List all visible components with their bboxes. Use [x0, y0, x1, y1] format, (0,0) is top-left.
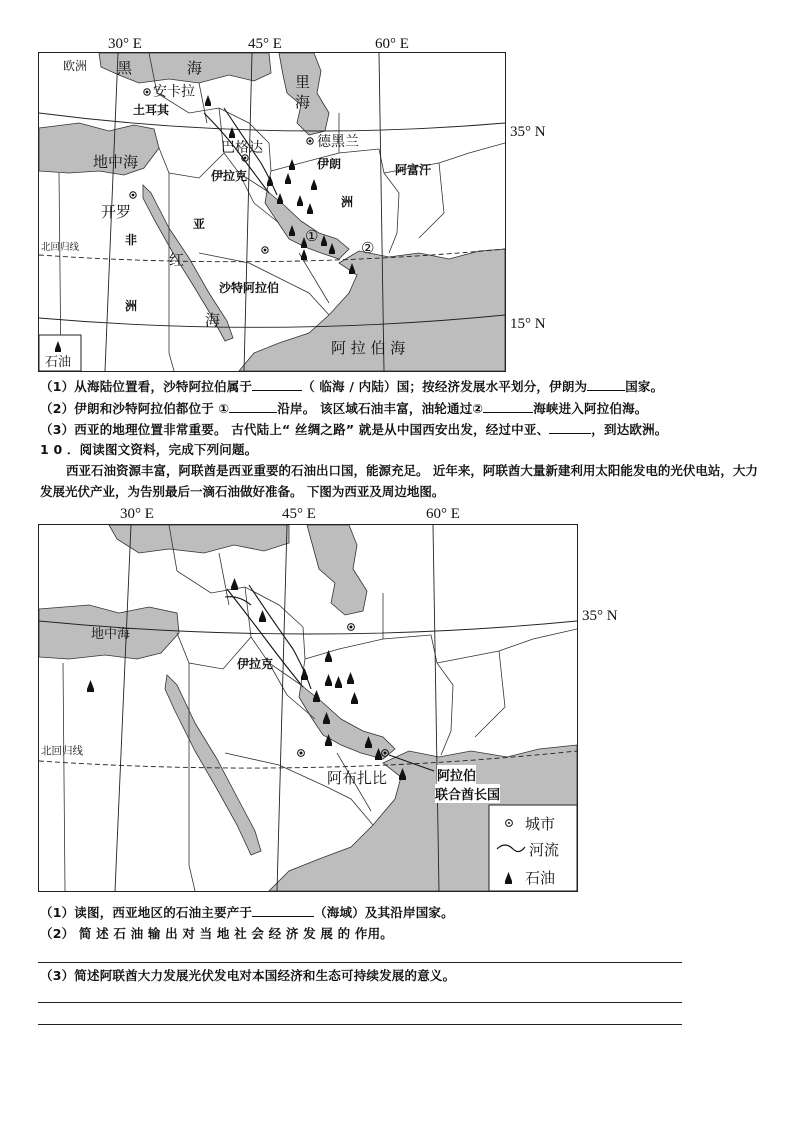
map2-tropic: 北回归线 [41, 745, 83, 757]
q-b3-answer-line-2[interactable] [38, 1024, 682, 1025]
map2-iraq: 伊拉克 [237, 657, 274, 671]
q-a2-part3: 海峡进入阿拉伯海。 [533, 401, 648, 416]
q-b1-part1: （1）读图，西亚地区的石油主要产于 [40, 905, 253, 920]
map1-baghdad: 巴格达 [221, 140, 263, 156]
map1-turkey: 土耳其 [133, 103, 170, 117]
map2-black-sea [109, 525, 289, 553]
q-a2-blank2[interactable] [483, 400, 533, 413]
map2-uae-2: 联合酋长国 [435, 784, 500, 803]
q-a1-part3: 国家。 [625, 379, 664, 394]
map1-caspian-2: 海 [295, 93, 311, 111]
map2-lat-35: 35° N [582, 608, 618, 624]
map2-red-sea [165, 675, 261, 855]
q-b2: （2） 简 述 石 油 输 出 对 当 地 社 会 经 济 发 展 的 作用。 [40, 926, 393, 941]
map1-iraq: 伊拉克 [211, 169, 248, 183]
map1-asia: 洲 [341, 195, 354, 209]
map1-tropic: 北回归线 [41, 242, 80, 253]
oil-symbols [205, 95, 355, 274]
map1-lon-60: 60° E [375, 36, 409, 52]
q-a1-blank2[interactable] [587, 378, 625, 391]
map1-lat-15: 15° N [510, 316, 546, 332]
map1-africa-2: 洲 [125, 299, 138, 313]
map2-lon-45: 45° E [282, 506, 316, 522]
legend-river-label: 河流 [529, 841, 560, 859]
map1-cairo: 开罗 [101, 203, 132, 221]
map1-lon-30: 30° E [108, 36, 142, 52]
q-b1-part2: （海域）及其沿岸国家。 [314, 905, 454, 920]
map1-yi: 亚 [193, 217, 206, 231]
section10-paragraph: 西亚石油资源丰富，阿联酋是西亚重要的石油出口国，能源充足。 近年来，阿联酋大量新建利用太阳能发电的光伏电站，大力发展光伏产业，为告别最后一滴石油做好准备。 下图为西亚及周边地图。 [40, 463, 758, 499]
map1-iran: 伊朗 [317, 157, 342, 171]
q-a1-part2: （ 临海 / 内陆）国；按经济发展水平划分，伊朗为 [302, 379, 588, 394]
map1-europe: 欧洲 [63, 59, 88, 73]
map2-persian-gulf [299, 685, 395, 759]
map2-mediterranean: 地中海 [91, 627, 131, 642]
q-a3 [40, 421, 668, 438]
map1-lat-35: 35° N [510, 124, 546, 140]
q-a1-part1: （1）从海陆位置看，沙特阿拉伯属于 [40, 379, 253, 394]
map1-black-sea-1: 黑 [117, 59, 133, 77]
q-a2-part2: 沿岸。 该区域石油丰富，油轮通过② [277, 401, 484, 416]
q-a2 [40, 400, 648, 417]
map1-saudi: 沙特阿拉伯 [219, 281, 280, 295]
map1-africa-1: 非 [125, 233, 138, 247]
section10-title: 1 0 ．阅读图文资料，完成下列问题。 [40, 442, 258, 457]
map2-caspian [307, 525, 367, 615]
map1-caspian-1: 里 [295, 73, 311, 91]
q-b3: （3）简述阿联酋大力发展光伏发电对本国经济和生态可持续发展的意义。 [40, 968, 456, 983]
map2-lon-60: 60° E [426, 506, 460, 522]
map1-mark2: ② [361, 239, 375, 257]
map1-arabian-sea: 阿 拉 伯 海 [331, 339, 406, 357]
map1-tehran: 德黑兰 [317, 134, 359, 150]
map1-black-sea-2: 海 [187, 59, 203, 77]
q-b3-answer-line-1[interactable] [38, 1002, 682, 1003]
map1-lon-45: 45° E [248, 36, 282, 52]
q-a2-blank1[interactable] [229, 400, 277, 413]
q-b1 [40, 904, 454, 921]
map1-red-sea-2: 海 [205, 311, 221, 329]
map1-red-sea-1: 红 [169, 251, 185, 269]
q-a3-part1: （3）西亚的地理位置非常重要。 古代陆上“ 丝绸之路” 就是从中国西安出发，经过中亚、 [40, 422, 550, 437]
map2-frame [38, 524, 578, 892]
map1-afghanistan: 阿富汗 [395, 163, 432, 177]
map2-rivers [225, 585, 311, 689]
map1-mediterranean: 地中海 [93, 153, 139, 171]
map2-uae-1: 阿拉伯 [437, 765, 476, 784]
q-b1-blank[interactable] [252, 904, 314, 917]
map1-legend-oil: 石油 [45, 355, 72, 370]
q-a3-part2: ，到达欧洲。 [591, 422, 668, 437]
legend-oil-label: 石油 [525, 869, 556, 887]
q-b2-answer-line[interactable] [38, 962, 682, 963]
q-a2-part1: （2）伊朗和沙特阿拉伯都位于 ① [40, 401, 230, 416]
q-a3-blank1[interactable] [549, 421, 591, 434]
map2-lon-30: 30° E [120, 506, 154, 522]
map2-svg [39, 525, 577, 891]
legend-city-label: 城市 [525, 815, 556, 833]
map1-mark1: ① [305, 227, 319, 245]
map1-ankara: 安卡拉 [153, 84, 195, 100]
q-a1 [40, 378, 663, 395]
q-a1-blank1[interactable] [252, 378, 302, 391]
map1-frame [38, 52, 506, 372]
map2-abu-dhabi: 阿布扎比 [327, 769, 388, 787]
